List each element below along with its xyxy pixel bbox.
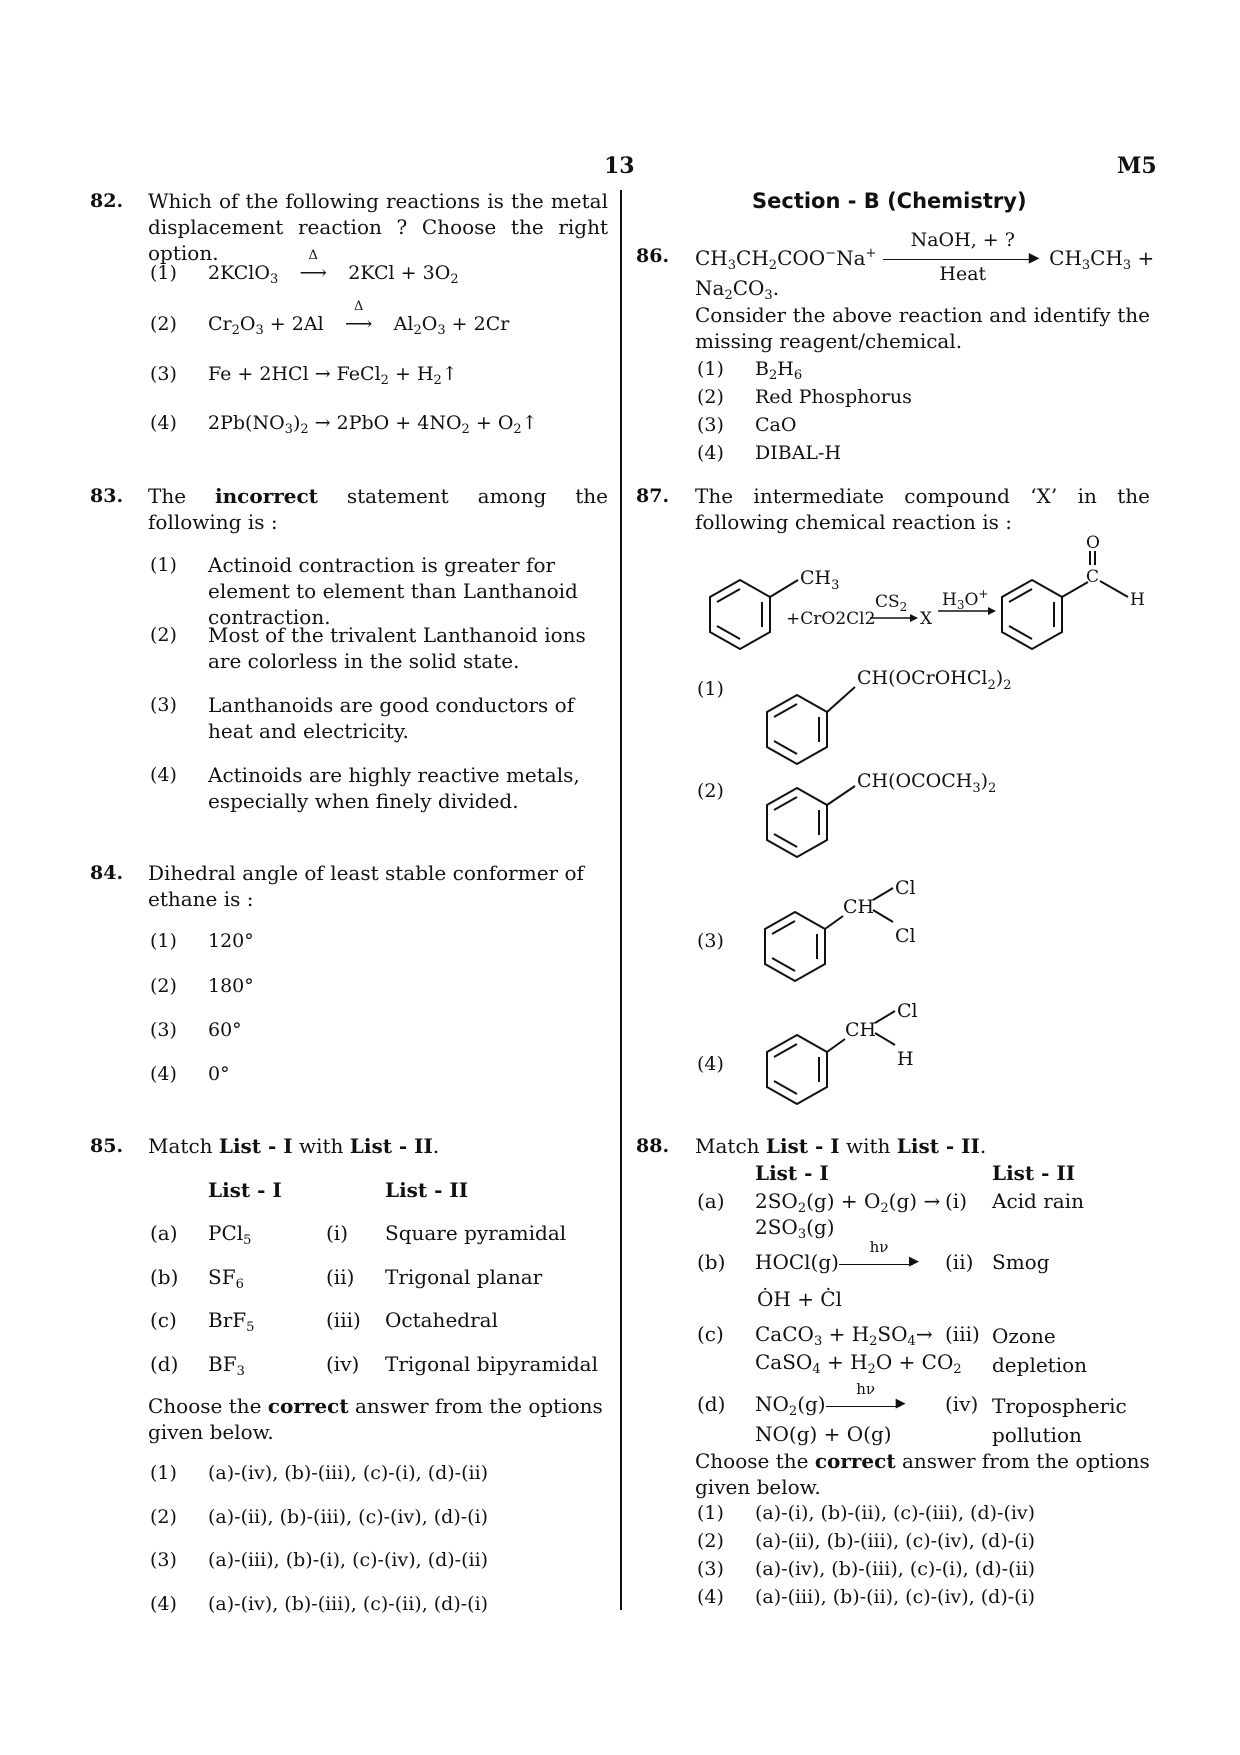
list-2-num: (i) [326, 1221, 349, 1245]
svg-text:CS2: $CS_2$ [875, 592, 908, 614]
benzene-ring-icon [767, 687, 855, 764]
svg-text:Cl: Cl [897, 1000, 918, 1022]
svg-text:CH3: $CH_3$ [800, 567, 840, 593]
list-2-num: (iv) [326, 1352, 360, 1376]
list-2-item: Tropospheric pollution [992, 1394, 1127, 1447]
option-4: $2Pb(NO_3)_2 \to 2PbO + 4NO_2$ + $O_2↑$ [208, 412, 538, 437]
match-row: (b) [697, 1250, 726, 1274]
option-1: 120° [208, 930, 254, 952]
option-4: 0° [208, 1063, 230, 1085]
reaction-product: $Na_2CO_3$. [695, 276, 780, 303]
list-1-item: BrF$_5$ [208, 1308, 255, 1335]
option-4: (a)-(iv), (b)-(iii), (c)-(ii), (d)-(i) [208, 1593, 489, 1615]
option-number: (3) [150, 694, 177, 716]
option-number: (3) [150, 1019, 177, 1041]
svg-text:H: H [1130, 590, 1145, 610]
list-1-item: PCl$_5$ [208, 1221, 252, 1248]
instruction: Choose the correct answer from the options given below. [148, 1394, 603, 1444]
list-1-item-cont: $2SO_3(g)$ [755, 1215, 835, 1242]
list-2-item: Smog [992, 1250, 1050, 1274]
question-text: Match List - I with List - II. [148, 1134, 440, 1158]
option-4: Actinoids are highly reactive metals, especially when finely divided. [208, 763, 580, 813]
page-number: 13 [604, 153, 635, 179]
question-text: The incorrect statement among the following is : [148, 484, 608, 534]
svg-text:CH: CH [843, 896, 875, 918]
reaction-equation: $CH_3CH_2COO^-Na^+$ NaOH, + ? ▶ Heat $CH_3CH_3$ + [695, 228, 1155, 285]
option-number: (4) [150, 412, 177, 434]
question-text: Consider the above reaction and identify the missing reagent/chemical. [695, 303, 1150, 353]
option-number: (1) [697, 1502, 724, 1524]
question-text: Match List - I with List - II. [695, 1134, 987, 1158]
option-number: (2) [150, 975, 177, 997]
question-number: 82. [90, 190, 124, 212]
option-3: Lanthanoids are good conductors of heat and electricity. [208, 693, 575, 743]
svg-text:H: H [897, 1048, 914, 1070]
option-number: (1) [697, 678, 724, 700]
option-number: (3) [697, 930, 724, 952]
question-number: 84. [90, 862, 124, 884]
list-1-header: List - I [755, 1161, 829, 1185]
option-1: Actinoid contraction is greater for element to element than Lanthanoid contraction. [208, 553, 578, 629]
option-2: $Cr_2O_3 + 2Al$ Δ ⟶ $Al_2O_3 + 2Cr$ [208, 299, 510, 338]
option-number: (2) [150, 313, 177, 335]
option-number: (2) [697, 1530, 724, 1552]
list-2-num: (iv) [945, 1392, 979, 1416]
svg-text:X: X [920, 609, 933, 629]
match-row: (d) [150, 1352, 179, 1376]
option-number: (3) [150, 363, 177, 385]
benzene-ring-icon [767, 786, 855, 857]
option-number: (2) [150, 1506, 177, 1528]
list-2-num: (ii) [945, 1250, 974, 1274]
svg-text:H3O+: $H_3O^+$ [942, 587, 989, 612]
question-text: Dihedral angle of least stable conformer of ethane is : [148, 861, 584, 911]
svg-text:O: O [1086, 535, 1100, 553]
reaction-scheme [670, 535, 1170, 655]
option-2: 180° [208, 975, 254, 997]
list-1-item: CaCO$_3$ + $H_2SO_4\to$ [755, 1322, 933, 1349]
option-3: (a)-(iv), (b)-(iii), (c)-(i), (d)-(ii) [755, 1558, 1036, 1580]
option-4: DIBAL-H [755, 442, 842, 464]
option-4-structure [745, 993, 995, 1108]
svg-text:Cl: Cl [895, 925, 916, 947]
option-number: (1) [150, 930, 177, 952]
svg-text:C: C [1086, 567, 1100, 587]
option-1-structure [745, 655, 1045, 775]
option-number: (2) [150, 624, 177, 646]
list-2-item: Acid rain [992, 1189, 1084, 1213]
option-3: CaO [755, 414, 797, 436]
question-number: 83. [90, 485, 124, 507]
option-number: (1) [150, 1462, 177, 1484]
list-1-header: List - I [208, 1178, 282, 1202]
option-number: (2) [697, 386, 724, 408]
list-1-item: $BF_3$ [208, 1352, 245, 1379]
match-row: (d) [697, 1392, 726, 1416]
list-2-item: Ozone depletion [992, 1324, 1088, 1377]
list-1-item-cont: NO(g) + O(g) [755, 1422, 892, 1446]
list-2-num: (ii) [326, 1265, 355, 1289]
match-row: (a) [150, 1221, 178, 1245]
match-row: (a) [697, 1189, 725, 1213]
instruction: Choose the correct answer from the options given below. [695, 1449, 1150, 1499]
list-2-item: Trigonal bipyramidal [385, 1352, 598, 1376]
option-number: (3) [697, 1558, 724, 1580]
option-2: (a)-(ii), (b)-(iii), (c)-(iv), (d)-(i) [755, 1530, 1036, 1552]
option-number: (3) [150, 1549, 177, 1571]
option-4: (a)-(iii), (b)-(ii), (c)-(iv), (d)-(i) [755, 1586, 1036, 1608]
section-title: Section - B (Chemistry) [752, 189, 1027, 213]
svg-text:+CrO2Cl2: +CrO2Cl2 [786, 609, 876, 629]
list-1-item: $SF_6$ [208, 1265, 244, 1292]
question-text: The intermediate compound ‘X’ in the following chemical reaction is : [695, 484, 1150, 534]
list-2-item: Trigonal planar [385, 1265, 543, 1289]
option-3: Fe + 2HCl → FeCl$_2$ + $H_2↑$ [208, 363, 458, 388]
list-1-item: $NO_2(g)$ hν ▶ [755, 1379, 906, 1419]
option-2-structure [745, 762, 1045, 862]
option-number: (4) [697, 1586, 724, 1608]
question-number: 88. [636, 1135, 670, 1157]
option-number: (4) [150, 1063, 177, 1085]
question-number: 86. [636, 245, 670, 267]
list-1-item-cont: ȮH + Ċl [757, 1287, 843, 1311]
option-number: (4) [697, 442, 724, 464]
list-2-num: (iii) [945, 1322, 980, 1346]
option-1: (a)-(iv), (b)-(iii), (c)-(i), (d)-(ii) [208, 1462, 489, 1484]
list-2-item: Octahedral [385, 1308, 498, 1332]
option-number: (4) [697, 1053, 724, 1075]
option-1: (a)-(i), (b)-(ii), (c)-(iii), (d)-(iv) [755, 1502, 1036, 1524]
svg-text:Cl: Cl [895, 877, 916, 899]
question-text: Which of the following reactions is the metal displacement reaction ? Choose the right option. [148, 189, 608, 265]
svg-text:CH(OCOCH3)2: $CH(OCOCH_3)_2$ [857, 770, 997, 796]
option-3: (a)-(iii), (b)-(i), (c)-(iv), (d)-(ii) [208, 1549, 489, 1571]
option-number: (3) [697, 414, 724, 436]
list-2-num: (iii) [326, 1308, 361, 1332]
booklet-code: M5 [1117, 153, 1157, 179]
option-3-structure [745, 870, 995, 985]
option-number: (4) [150, 1593, 177, 1615]
list-1-item: HOCl(g) hν ▶ [755, 1237, 919, 1274]
list-2-num: (i) [945, 1189, 968, 1213]
option-2: Most of the trivalent Lanthanoid ions are colorless in the solid state. [208, 623, 586, 673]
list-2-header: List - II [385, 1178, 469, 1202]
match-row: (c) [150, 1308, 177, 1332]
question-number: 85. [90, 1135, 124, 1157]
option-2: (a)-(ii), (b)-(iii), (c)-(iv), (d)-(i) [208, 1506, 489, 1528]
question-number: 87. [636, 485, 670, 507]
list-1-item: $2SO_2(g) + O_2(g)$ → [755, 1189, 941, 1216]
option-3: 60° [208, 1019, 242, 1041]
match-row: (c) [697, 1322, 724, 1346]
list-1-item-cont: CaSO$_4$ + $H_2O + CO_2$ [755, 1350, 962, 1377]
option-2: Red Phosphorus [755, 386, 912, 408]
option-number: (1) [150, 554, 177, 576]
benzene-ring-icon [1002, 551, 1128, 649]
match-row: (b) [150, 1265, 179, 1289]
option-number: (1) [697, 358, 724, 380]
svg-text:CH(OCrOHCl2)2: $CH(OCrOHCl_2)_2$ [857, 667, 1012, 693]
svg-text:CH: CH [845, 1019, 877, 1041]
option-1: 2KClO$_3$ Δ ⟶ $2KCl + 3O_2$ [208, 248, 459, 287]
option-number: (4) [150, 764, 177, 786]
option-1: $B_2H_6$ [755, 358, 803, 383]
option-number: (1) [150, 262, 177, 284]
column-divider [620, 190, 622, 1610]
option-number: (2) [697, 780, 724, 802]
benzene-ring-icon [710, 580, 798, 649]
list-2-item: Square pyramidal [385, 1221, 567, 1245]
list-2-header: List - II [992, 1161, 1076, 1185]
